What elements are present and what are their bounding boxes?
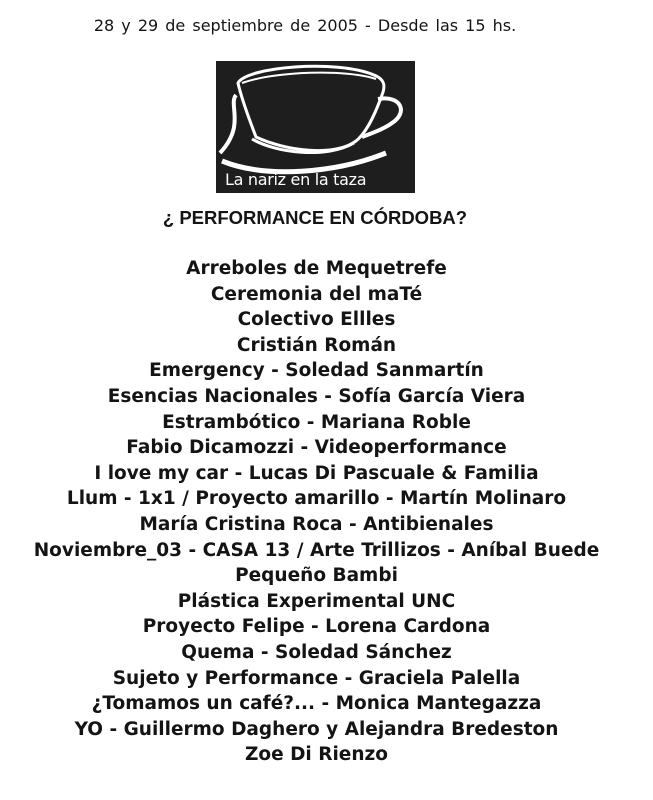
- list-item: Fabio Dicamozzi - Videoperformance: [126, 437, 507, 459]
- list-item: Sujeto y Performance - Graciela Palella: [112, 667, 521, 689]
- participants-list: [0, 256, 633, 768]
- list-item: Emergency - Soledad Sanmartín: [149, 360, 484, 382]
- list-item: Plástica Experimental UNC: [177, 590, 456, 612]
- list-item: Quema - Soledad Sánchez: [181, 641, 452, 663]
- event-date-line: 28 y 29 de septiembre de 2005 - Desde las 15 hs.: [93, 16, 517, 35]
- list-item: Arreboles de Mequetrefe: [186, 258, 447, 279]
- list-item: Llum - 1x1 / Proyecto amarillo - Martín Molinaro: [66, 488, 567, 510]
- list-item: Ceremonia del maTé: [210, 283, 423, 305]
- list-item: Zoe Di Rienzo: [244, 744, 389, 766]
- list-item: Esencias Nacionales - Sofía García Viera: [107, 385, 526, 407]
- page-title: ¿ PERFORMANCE EN CÓRDOBA?: [162, 207, 468, 228]
- logo: [216, 61, 415, 193]
- list-item: Estrambótico - Mariana Roble: [162, 411, 471, 433]
- list-item: Cristián Román: [236, 334, 397, 356]
- list-item: Proyecto Felipe - Lorena Cardona: [142, 616, 491, 638]
- list-item: María Cristina Roca - Antibienales: [139, 513, 494, 535]
- list-item: ¿Tomamos un café?... - Monica Mantegazza: [91, 693, 542, 715]
- logo-text: La nariz en la taza: [225, 170, 367, 189]
- list-item: I love my car - Lucas Di Pascuale & Familia: [94, 462, 539, 484]
- list-item: Colectivo Ellles: [237, 309, 396, 331]
- list-item: Noviembre_03 - CASA 13 / Arte Trillizos - Aníbal Buede: [33, 539, 600, 561]
- list-item: YO - Guillermo Daghero y Alejandra Bredeston: [74, 718, 559, 740]
- list-item: Pequeño Bambi: [235, 565, 398, 587]
